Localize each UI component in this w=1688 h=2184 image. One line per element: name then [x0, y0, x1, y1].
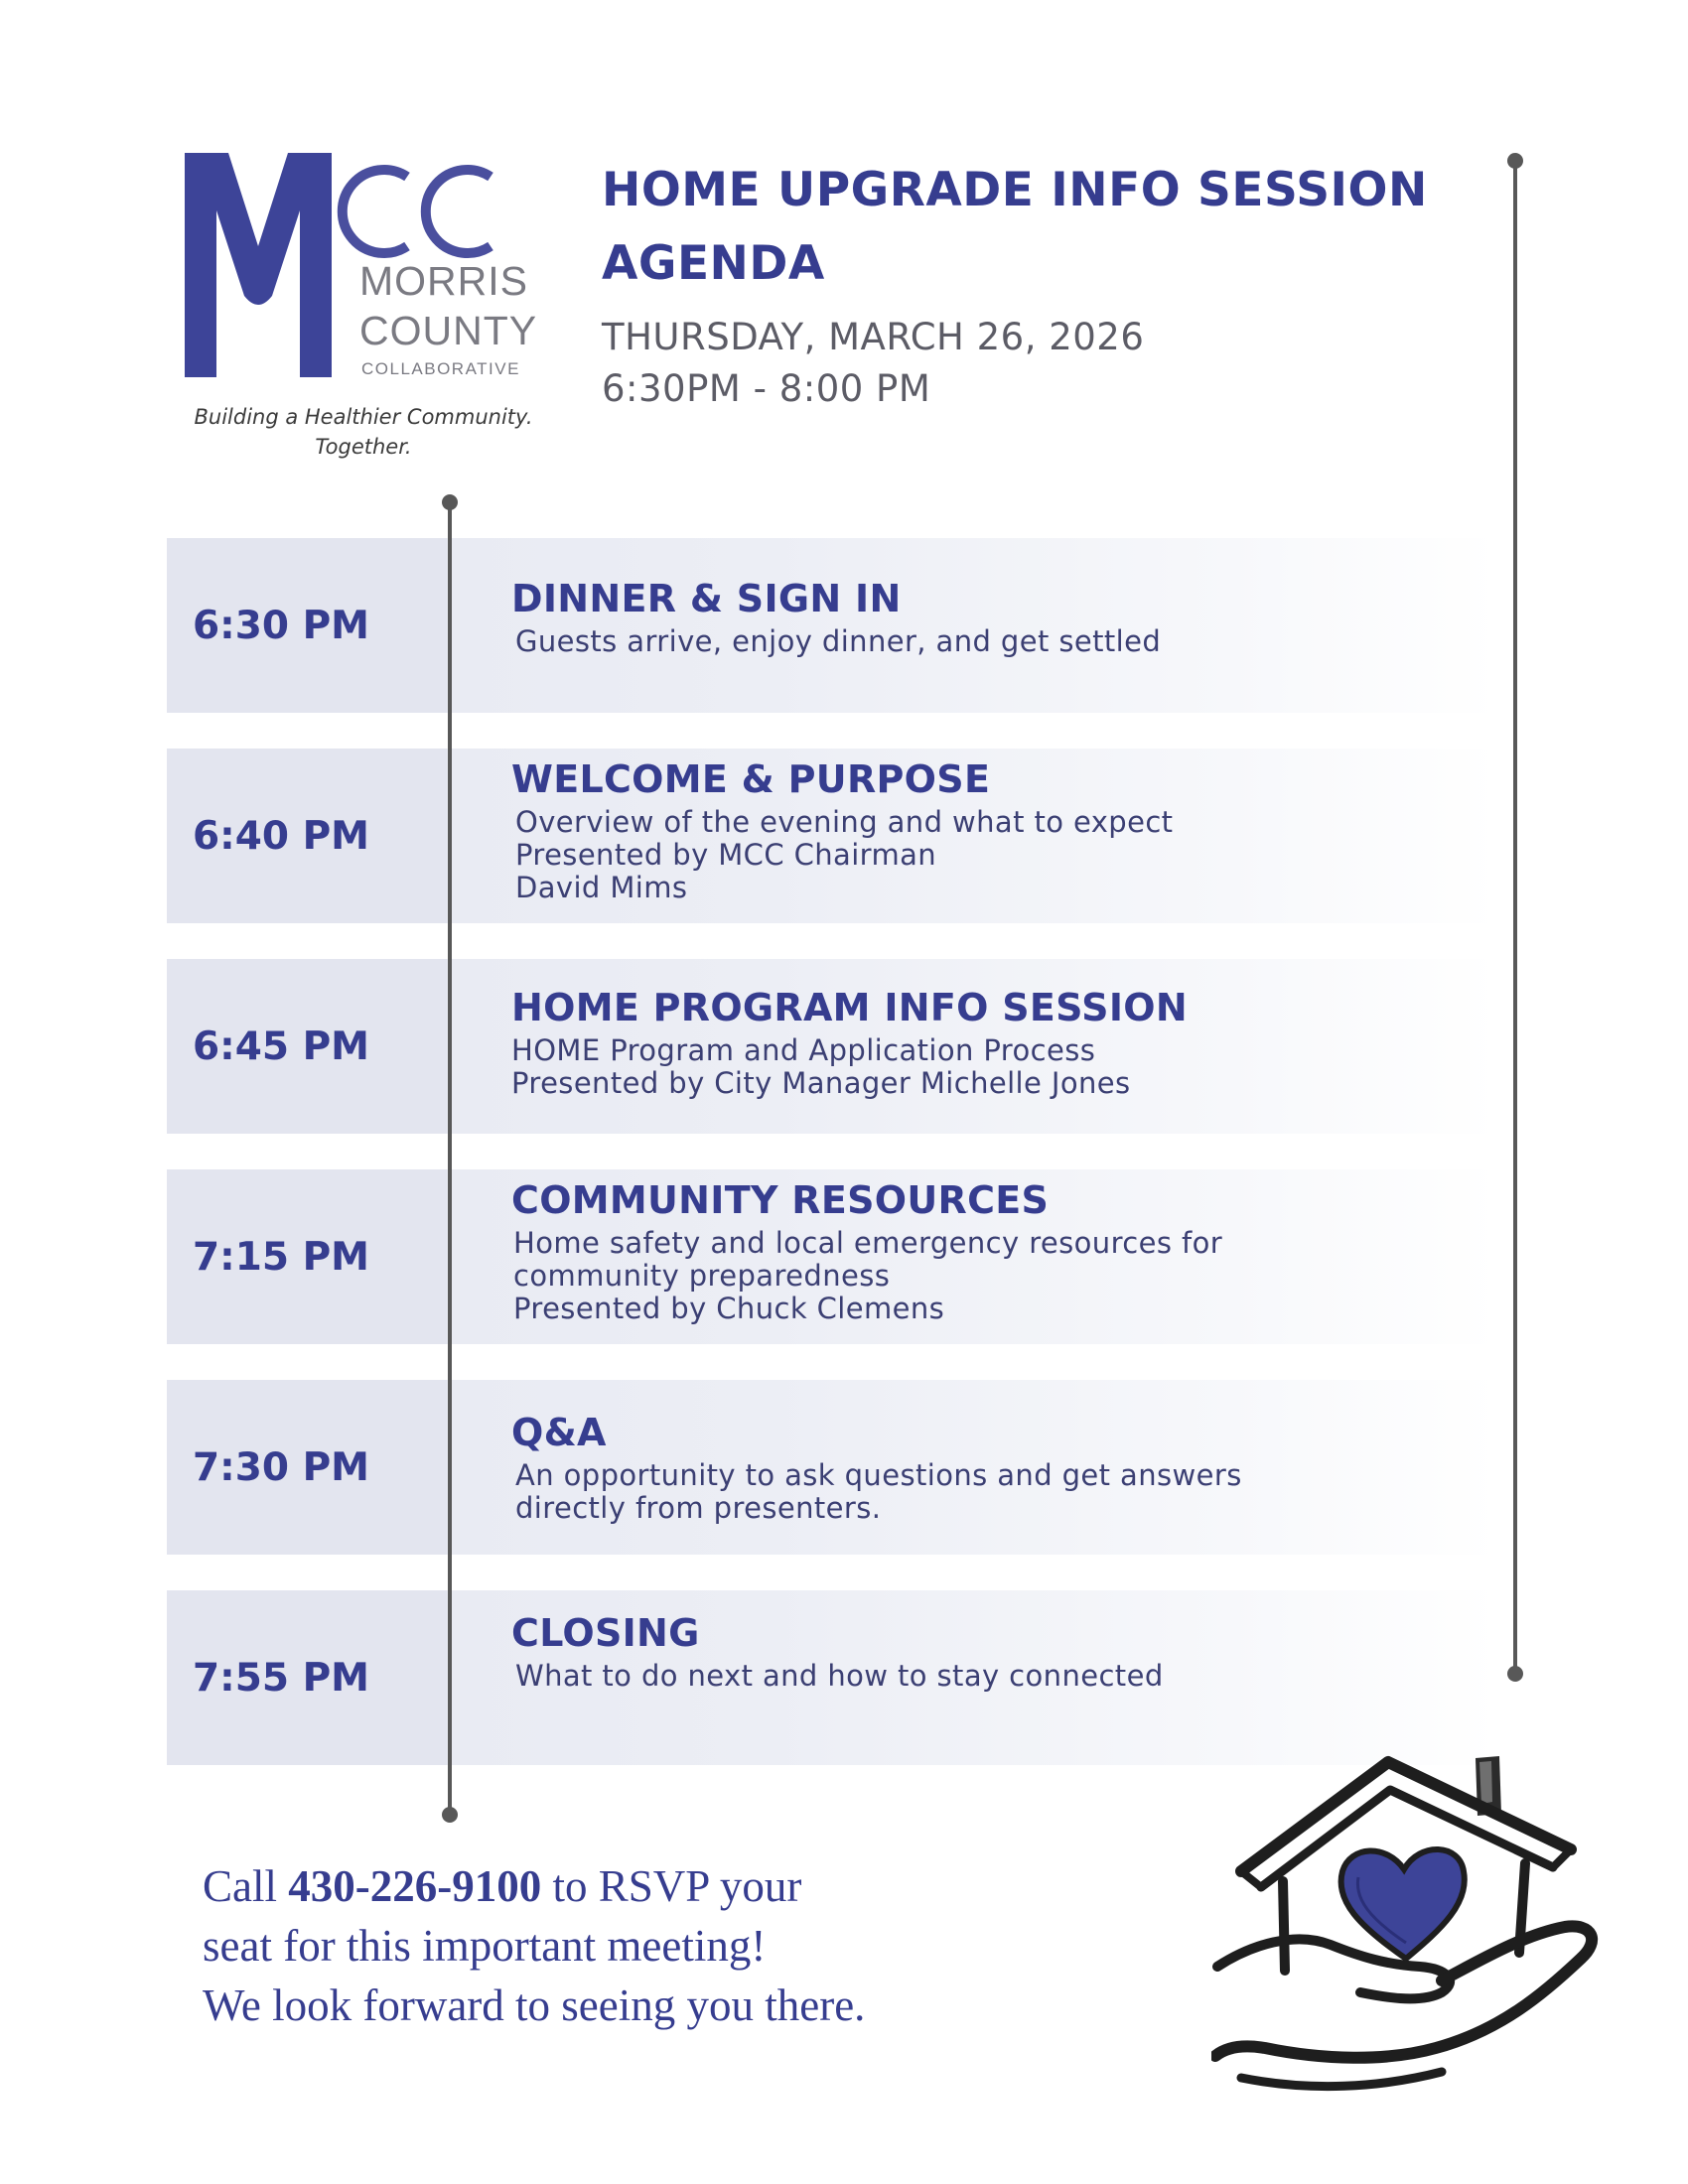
tagline-line-2: Together. — [315, 435, 412, 459]
row-time: 7:15 PM — [193, 1234, 369, 1280]
row-body — [511, 576, 1465, 658]
row-desc-line: HOME Program and Application Process — [511, 1033, 1096, 1067]
house-in-hand-heart-icon — [1211, 1732, 1609, 2110]
row-title: COMMUNITY RESOURCES — [511, 1178, 1050, 1222]
row-title: HOME PROGRAM INFO SESSION — [511, 986, 1188, 1029]
left-timeline-top-dot — [442, 494, 458, 510]
row-desc-line: Presented by MCC Chairman — [515, 838, 937, 872]
row-desc-line: David Mims — [515, 871, 688, 904]
tagline-line-1: Building a Healthier Community. — [194, 405, 533, 429]
row-desc-line: Overview of the evening and what to expect — [515, 805, 1174, 839]
agenda-row — [167, 959, 1497, 1134]
logo-county-text: COUNTY — [359, 308, 538, 353]
right-timeline-bottom-dot — [1507, 1666, 1523, 1682]
row-desc-line: Guests arrive, enjoy dinner, and get settled — [515, 624, 1162, 658]
agenda-row — [167, 1169, 1497, 1344]
row-description — [511, 625, 1465, 658]
row-desc-line: Home safety and local emergency resources for — [513, 1226, 1223, 1260]
left-timeline-bottom-dot — [442, 1807, 458, 1823]
left-timeline-line — [448, 502, 452, 1815]
right-timeline-top-dot — [1507, 153, 1523, 169]
title-line-1: HOME UPGRADE INFO SESSION — [602, 163, 1428, 217]
row-desc-line: What to do next and how to stay connected — [515, 1659, 1164, 1693]
rsvp-phone-number: 430-226-9100 — [288, 1861, 542, 1911]
row-body — [511, 985, 1465, 1100]
row-body — [511, 756, 1465, 904]
right-timeline-line — [1513, 161, 1517, 1674]
rsvp-call-text: Call — [203, 1861, 289, 1911]
rsvp-after-phone-text: to RSVP your — [541, 1861, 802, 1911]
rsvp-message — [203, 1856, 997, 2035]
row-title: DINNER & SIGN IN — [511, 577, 902, 620]
row-description — [511, 1227, 1465, 1325]
row-title: WELCOME & PURPOSE — [511, 757, 991, 801]
rsvp-line-3: We look forward to seeing you there. — [203, 1980, 866, 2030]
row-description — [511, 1660, 1465, 1693]
row-desc-line: An opportunity to ask questions and get answers — [515, 1458, 1242, 1492]
rsvp-line-2: seat for this important meeting! — [203, 1921, 767, 1971]
event-time: 6:30PM - 8:00 PM — [602, 367, 931, 410]
logo-tagline — [175, 402, 552, 462]
row-body — [511, 1610, 1465, 1693]
row-body — [511, 1410, 1465, 1525]
row-time: 7:55 PM — [193, 1655, 369, 1701]
row-description — [511, 1459, 1465, 1525]
logo-morris-text: MORRIS — [359, 258, 528, 304]
row-desc-line: Presented by Chuck Clemens — [513, 1292, 945, 1325]
rsvp-line-1 — [203, 1856, 997, 1916]
title-line-2: AGENDA — [602, 236, 825, 291]
row-time: 7:30 PM — [193, 1444, 369, 1490]
logo-collaborative-text: COLLABORATIVE — [361, 359, 520, 378]
agenda-row — [167, 538, 1497, 713]
row-time: 6:40 PM — [193, 813, 369, 859]
row-time: 6:45 PM — [193, 1024, 369, 1069]
agenda-row — [167, 1380, 1497, 1555]
row-description — [511, 806, 1465, 904]
row-body — [511, 1177, 1465, 1325]
row-time: 6:30 PM — [193, 603, 369, 648]
row-desc-line: Presented by City Manager Michelle Jones — [511, 1066, 1131, 1100]
row-title: Q&A — [511, 1411, 607, 1454]
row-desc-line: directly from presenters. — [515, 1491, 882, 1525]
row-title: CLOSING — [511, 1611, 700, 1655]
event-date: THURSDAY, MARCH 26, 2026 — [602, 316, 1145, 358]
row-desc-line: community preparedness — [513, 1259, 891, 1293]
agenda-row — [167, 749, 1497, 923]
page-title — [602, 154, 1495, 301]
row-description — [511, 1034, 1465, 1100]
